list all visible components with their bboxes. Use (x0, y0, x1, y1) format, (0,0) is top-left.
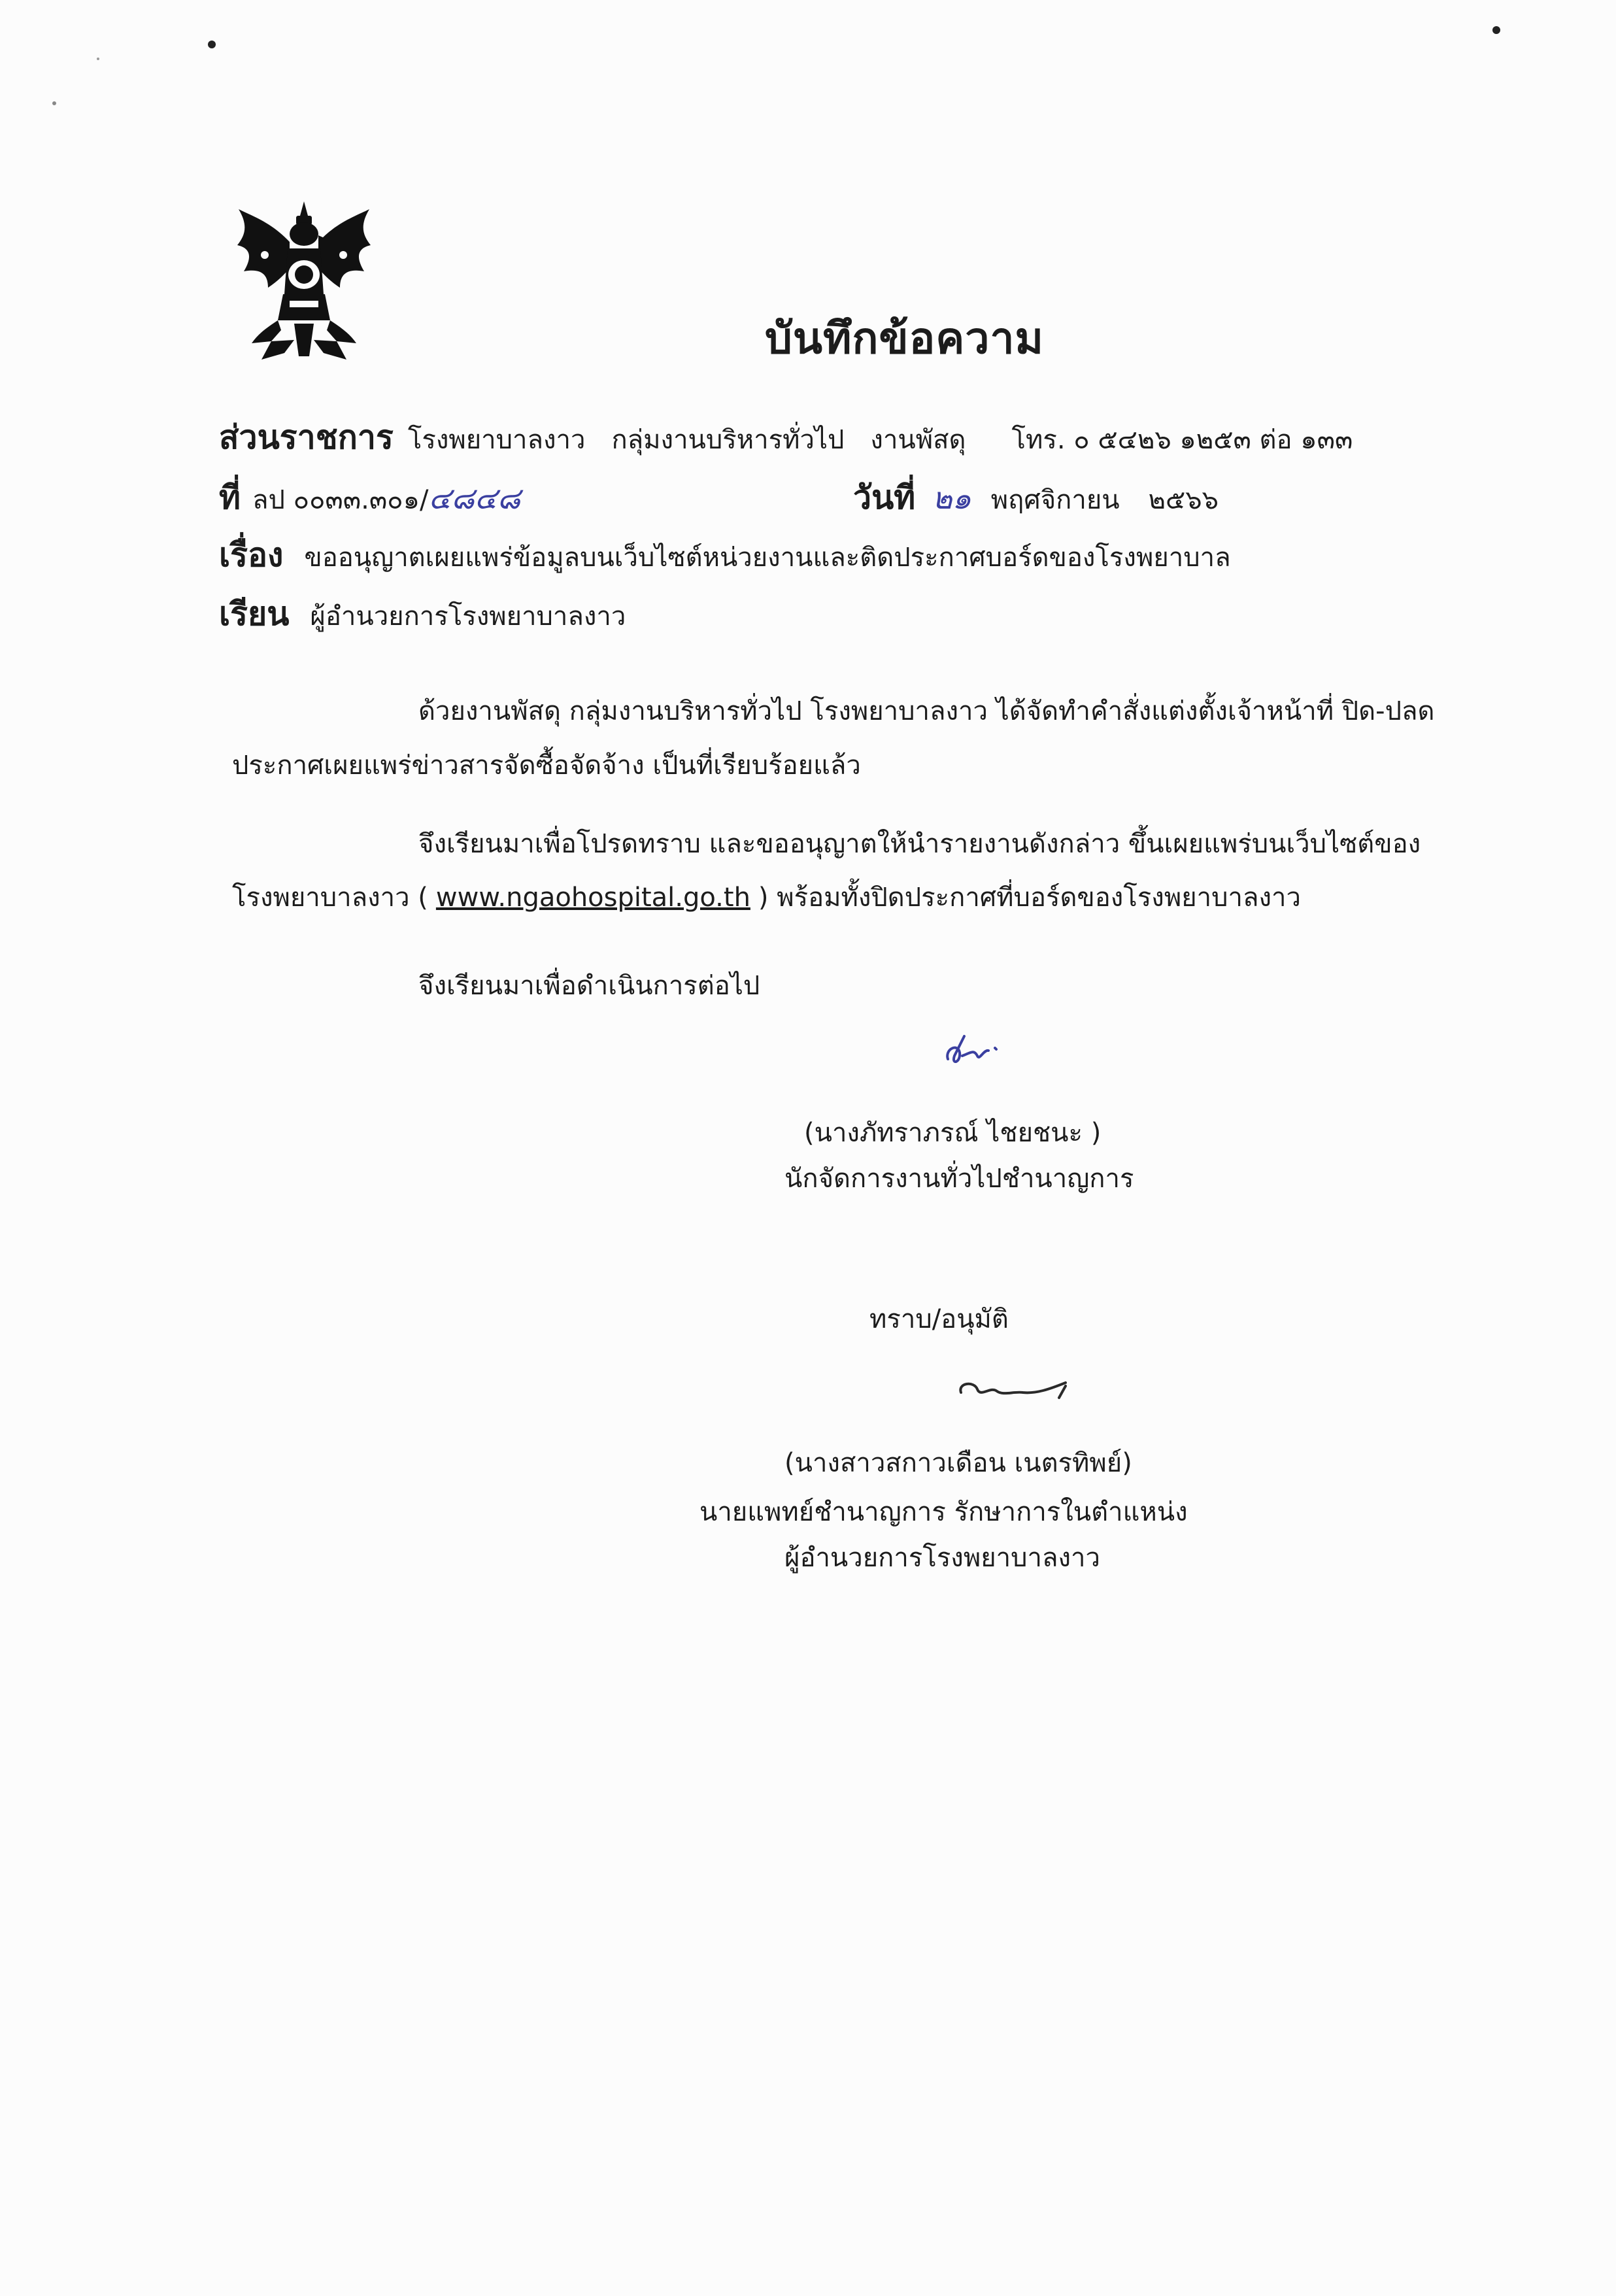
subject-line (219, 530, 1231, 581)
body-paragraph-3: จึงเรียนมาเพื่อดำเนินการต่อไป (418, 971, 760, 1001)
approval-text: ทราบ/อนุมัติ (869, 1304, 1009, 1334)
reference-line (219, 472, 520, 524)
date-year: ๒๕๖๖ (1148, 485, 1219, 515)
reference-label: ที่ (219, 479, 241, 516)
recipient-label: เรียน (219, 595, 290, 633)
unit-value: งานพัสดุ (870, 425, 966, 455)
date-day: ๒๑ (932, 481, 971, 516)
signature-2-icon (951, 1366, 1082, 1412)
reference-handwritten-number: ๔๘๔๘ (428, 481, 521, 516)
body-paragraph-2-line-1: จึงเรียนมาเพื่อโปรดทราบ และขออนุญาตให้นำรายงานดังกล่าว ขึ้นเผยแพร่บนเว็บไซต์ของ (418, 829, 1421, 859)
paragraph-2-suffix: ) พร้อมทั้งปิดประกาศที่บอร์ดของโรงพยาบาลงาว (758, 883, 1301, 913)
subject-value: ขออนุญาตเผยแพร่ข้อมูลบนเว็บไซต์หน่วยงานและติดประกาศบอร์ดของโรงพยาบาล (304, 543, 1231, 573)
signer-2-name: (นางสาวสกาวเดือน เนตรทิพย์) (784, 1448, 1132, 1478)
signature-1-icon (935, 1023, 1013, 1075)
department-line (219, 412, 1353, 464)
department-value: โรงพยาบาลงาว (407, 425, 586, 455)
website-link[interactable]: www.ngaohospital.go.th (435, 883, 750, 913)
garuda-emblem-icon (232, 196, 376, 366)
body-paragraph-1-line-2: ประกาศเผยแพร่ข่าวสารจัดซื้อจัดจ้าง เป็นที่เรียบร้อยแล้ว (232, 751, 861, 781)
scan-speck (208, 41, 216, 48)
reference-number: ลป ๐๐๓๓.๓๐๑/ (252, 485, 429, 515)
body-paragraph-2-line-2 (232, 876, 1301, 918)
scan-speck (97, 58, 99, 60)
paragraph-2-prefix: โรงพยาบาลงาว ( (232, 883, 428, 913)
body-paragraph-1-line-1: ด้วยงานพัสดุ กลุ่มงานบริหารทั่วไป โรงพยาบาลงาว ได้จัดทำคำสั่งแต่งตั้งเจ้าหน้าที่ ปิด-ปลด (418, 696, 1435, 726)
signer-1-position: นักจัดการงานทั่วไปชำนาญการ (784, 1164, 1134, 1194)
scan-speck (1492, 26, 1500, 34)
subject-label: เรื่อง (219, 536, 284, 574)
date-month: พฤศจิกายน (990, 485, 1120, 515)
date-line (853, 472, 1219, 524)
department-label: ส่วนราชการ (219, 418, 394, 456)
signer-2-position: นายแพทย์ชำนาญการ รักษาการในตำแหน่ง (699, 1497, 1188, 1527)
recipient-value: ผู้อำนวยการโรงพยาบาลงาว (310, 601, 626, 632)
scan-speck (52, 101, 56, 105)
division-value: กลุ่มงานบริหารทั่วไป (611, 425, 845, 455)
date-label: วันที่ (853, 479, 916, 516)
recipient-line (219, 588, 626, 640)
memo-title: บันทึกข้อความ (765, 313, 1045, 363)
phone-value: โทร. ๐ ๕๔๒๖ ๑๒๕๓ ต่อ ๑๓๓ (1011, 425, 1353, 455)
signer-2-position-2: ผู้อำนวยการโรงพยาบาลงาว (784, 1543, 1100, 1573)
signer-1-name: (นางภัทราภรณ์ ไชยชนะ ) (804, 1118, 1102, 1148)
